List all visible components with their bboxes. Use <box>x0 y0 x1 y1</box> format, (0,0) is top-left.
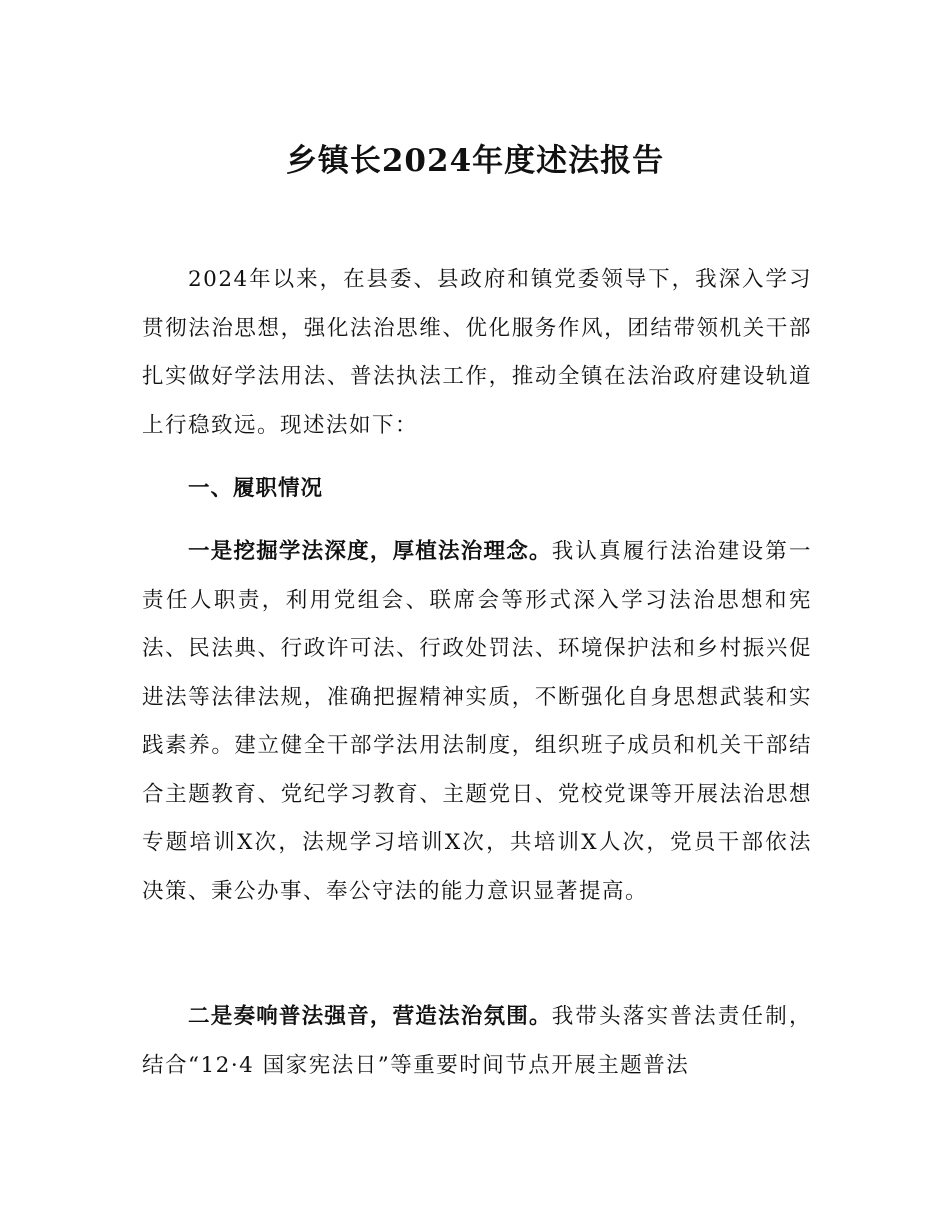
paragraph-2 <box>142 993 812 1090</box>
document-title: 乡镇长2024年度述法报告 <box>285 142 665 179</box>
paragraph-2-text: 我带头落实普法责任制，结合“12·4 国家宪法日”等重要时间节点开展主题普法 <box>142 1004 812 1078</box>
paragraph-1 <box>142 528 812 916</box>
intro-paragraph: 2024年以来，在县委、县政府和镇党委领导下，我深入学习贯彻法治思想，强化法治思维、优化服务作风，团结带领机关干部扎实做好学法用法、普法执法工作，推动全镇在法治政府建设轨道上行稳致远。现述法如下： <box>142 267 812 438</box>
paragraph-1-lead: 一是挖掘学法深度，厚植法治理念。 <box>188 539 552 564</box>
paragraph-2-lead: 二是奏响普法强音，营造法治氛围。 <box>188 1004 552 1029</box>
section-heading: 一、履职情况 <box>188 476 324 501</box>
paragraph-1-text: 我认真履行法治建设第一责任人职责，利用党组会、联席会等形式深入学习法治思想和宪法、民法典、行政许可法、行政处罚法、环境保护法和乡村振兴促进法等法律法规，准确把握精神实质，不断强化自身思想武装和实践素养。建立健全干部学法用法制度，组织班子成员和机关干部结合主题教育、党纪学习教育、主题党日、党校党课等开展法治思想专题培训X次，法规学习培训X次，共培训X人次，党员干部依法决策、秉公办事、奉公守法的能力意识显著提高。 <box>142 539 812 904</box>
